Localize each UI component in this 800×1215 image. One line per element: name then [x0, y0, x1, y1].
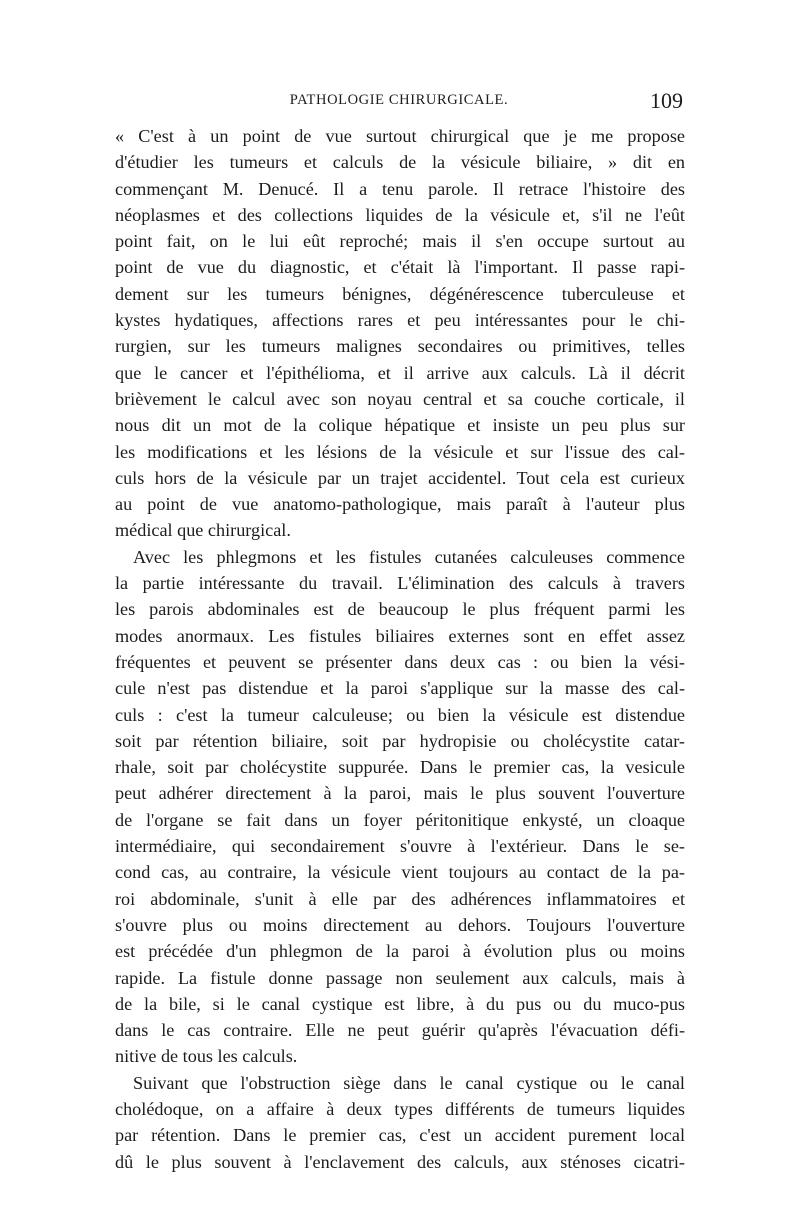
text-line: dû le plus souvent à l'enclavement des calculs, aux sténoses cicatri-: [115, 1151, 685, 1172]
text-line: soit par rétention biliaire, soit par hydropisie ou cholécystite catar-: [115, 730, 685, 751]
text-line: néoplasmes et des collections liquides de la vésicule et, s'il ne l'eût: [115, 204, 685, 225]
text-line: est précédée d'un phlegmon de la paroi à évolution plus ou moins: [115, 941, 685, 962]
body-text: [115, 123, 685, 1175]
text-line: d'étudier les tumeurs et calculs de la vésicule biliaire, » dit en: [115, 152, 685, 173]
text-line: rhale, soit par cholécystite suppurée. Dans le premier cas, la vesicule: [115, 757, 685, 778]
text-line: commençant M. Denucé. Il a tenu parole. Il retrace l'histoire des: [115, 178, 685, 199]
text-line: de l'organe se fait dans un foyer péritonitique enkysté, un cloaque: [115, 809, 685, 830]
text-line: point fait, on le lui eût reproché; mais il s'en occupe surtout au: [115, 231, 685, 252]
text-line: les modifications et les lésions de la vésicule et sur l'issue des cal-: [115, 441, 685, 462]
text-line: de la bile, si le canal cystique est libre, à du pus ou du muco-pus: [115, 993, 685, 1014]
text-line: que le cancer et l'épithélioma, et il arrive aux calculs. Là il décrit: [115, 362, 685, 383]
text-line: la partie intéressante du travail. L'élimination des calculs à travers: [115, 573, 685, 594]
text-line: modes anormaux. Les fistules biliaires externes sont en effet assez: [115, 625, 685, 646]
text-line: rurgien, sur les tumeurs malignes secondaires ou primitives, telles: [115, 336, 685, 357]
text-line: Avec les phlegmons et les fistules cutanées calculeuses commence: [133, 546, 685, 567]
running-title: PATHOLOGIE CHIRURGICALE.: [289, 92, 509, 108]
text-line: au point de vue anatomo-pathologique, mais paraît à l'auteur plus: [115, 494, 685, 515]
text-line: culs hors de la vésicule par un trajet accidentel. Tout cela est curieux: [115, 467, 685, 488]
text-line: médical que chirurgical.: [115, 520, 291, 541]
text-line: culs : c'est la tumeur calculeuse; ou bien la vésicule est distendue: [115, 704, 685, 725]
text-line: nous dit un mot de la colique hépatique et insiste un peu plus sur: [115, 415, 685, 436]
text-line: nitive de tous les calculs.: [115, 1046, 298, 1067]
text-line: rapide. La fistule donne passage non seulement aux calculs, mais à: [115, 967, 685, 988]
text-line: cond cas, au contraire, la vésicule vient toujours au contact de la pa-: [115, 862, 685, 883]
text-line: Suivant que l'obstruction siège dans le canal cystique ou le canal: [133, 1072, 685, 1093]
text-line: cule n'est pas distendue et la paroi s'applique sur la masse des cal-: [115, 678, 685, 699]
text-line: kystes hydatiques, affections rares et peu intéressantes pour le chi-: [115, 310, 685, 331]
text-line: par rétention. Dans le premier cas, c'est un accident purement local: [115, 1125, 685, 1146]
text-line: brièvement le calcul avec son noyau central et sa couche corticale, il: [115, 388, 685, 409]
text-line: fréquentes et peuvent se présenter dans deux cas : ou bien la vési-: [115, 651, 685, 672]
text-line: s'ouvre plus ou moins directement au dehors. Toujours l'ouverture: [115, 914, 685, 935]
page-number: 109: [650, 88, 683, 113]
text-line: point de vue du diagnostic, et c'était là l'important. Il passe rapi-: [115, 257, 685, 278]
text-line: intermédiaire, qui secondairement s'ouvre à l'extérieur. Dans le se-: [115, 836, 685, 857]
text-line: « C'est à un point de vue surtout chirurgical que je me propose: [115, 126, 685, 146]
running-head: [115, 88, 683, 118]
text-line: dement sur les tumeurs bénignes, dégénérescence tuberculeuse et: [115, 283, 685, 304]
text-line: dans le cas contraire. Elle ne peut guérir qu'après l'évacuation défi-: [115, 1020, 685, 1041]
text-line: les parois abdominales est de beaucoup le plus fréquent parmi les: [115, 599, 685, 620]
text-line: cholédoque, on a affaire à deux types différents de tumeurs liquides: [115, 1098, 685, 1119]
text-line: peut adhérer directement à la paroi, mais le plus souvent l'ouverture: [115, 783, 685, 804]
text-line: roi abdominale, s'unit à elle par des adhérences inflammatoires et: [115, 888, 685, 909]
